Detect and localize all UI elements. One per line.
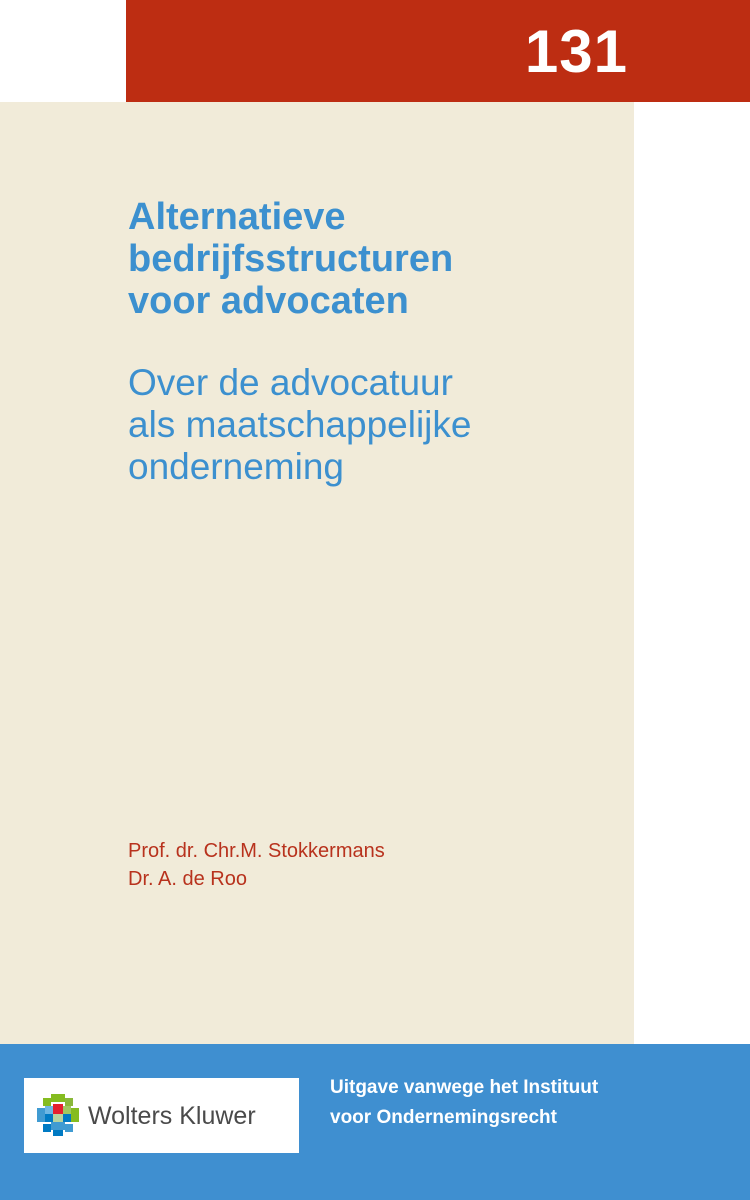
imprint-line: Uitgave vanwege het Instituut voor Ondernemingsrecht (330, 1077, 599, 1128)
book-subtitle: Over de advocatuur als maatschappelijke onderneming (128, 362, 472, 487)
wolters-kluwer-logo-icon (37, 1094, 79, 1136)
publisher-name: Wolters Kluwer (88, 1102, 256, 1130)
author-name: Dr. A. de Roo (128, 868, 247, 890)
publisher-logo (24, 1078, 299, 1153)
series-band (126, 0, 750, 102)
author-name: Prof. dr. Chr.M. Stokkermans (128, 840, 385, 862)
book-title: Alternatieve bedrijfsstructuren voor advocaten (128, 196, 454, 322)
series-number: 131 (524, 18, 628, 85)
author-list (128, 837, 385, 893)
